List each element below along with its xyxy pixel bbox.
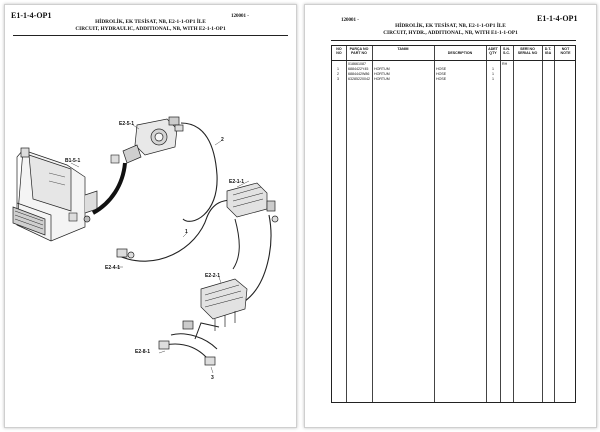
header-part-no: PARÇA NO PART NO: [349, 47, 369, 56]
parts-list-page: [304, 4, 597, 428]
valve-block-bottom: [183, 279, 247, 331]
valve-block-top: [227, 183, 278, 222]
callout-item-2: 2: [221, 137, 224, 143]
callout-pump: E2-5-1: [119, 121, 135, 127]
callout-item-1: 1: [185, 229, 188, 235]
callout-valve-bottom: E2-2-1: [205, 273, 221, 279]
diagram-page: [4, 4, 297, 428]
title-english: CIRCUIT, HYDRAULIC, ADDITIONAL, NB, WITH E2-1-1-OP1: [75, 26, 226, 32]
title-turkish: HİDROLİK, EK TESİSAT, NB, E2-1-1-OP1 İLE: [95, 19, 206, 25]
header-sn: S.N. S.C.: [503, 47, 510, 56]
header-qty: ADET QTY: [488, 47, 498, 56]
title-turkish: HİDROLİK, EK TESİSAT, NB, E2-1-1-OP1 İLE: [395, 23, 506, 29]
header-serial-no: SERİ NO SERIAL NO: [517, 47, 538, 56]
header-tanim: TANIM: [397, 47, 409, 51]
hose-2: [181, 123, 217, 221]
fitting-left: [117, 249, 134, 258]
parts-table: NO NO PARÇA NO PART NO TANIM DESCRIPTION ADET QTY S.N. S.C. SERİ NO SERIAL NO D.T. IGA NOT NOTE 018661087 RH 1 6884422Y45 HORTUM HOSE 1 2 6884442W86 HORTUM HOSE 1 3 63285220042 HORTUM HOSE 1: [331, 45, 576, 403]
page-code: E1-1-4-OP1: [11, 11, 52, 20]
callout-fitting-left: E2-4-1: [105, 265, 121, 271]
callout-fitting-bottom: E2-8-1: [135, 349, 151, 355]
callout-item-3: 3: [211, 375, 214, 381]
header-no: NO NO: [336, 47, 342, 56]
page-code: E1-1-4-OP1: [537, 14, 578, 23]
callout-tank: B1-5-1: [65, 158, 81, 164]
hose-link: [245, 215, 271, 301]
header-note: NOT NOTE: [560, 47, 571, 56]
header-dt: D.T. IGA: [544, 47, 552, 56]
header-description: DESCRIPTION: [447, 51, 473, 56]
callout-valve-top: E2-1-1: [229, 179, 245, 185]
hose-1: [117, 199, 237, 261]
document-number: 120001 -: [341, 18, 359, 23]
title-english: CIRCUIT, HYDR., ADDITIONAL, NB, WITH E1-1-1-OP1: [383, 30, 518, 36]
header-rule: [331, 40, 576, 41]
hydraulic-diagram: [5, 5, 296, 427]
document-number: 120001 -: [231, 14, 249, 19]
suction-hose: [93, 163, 125, 213]
tank-assembly: [13, 148, 97, 241]
